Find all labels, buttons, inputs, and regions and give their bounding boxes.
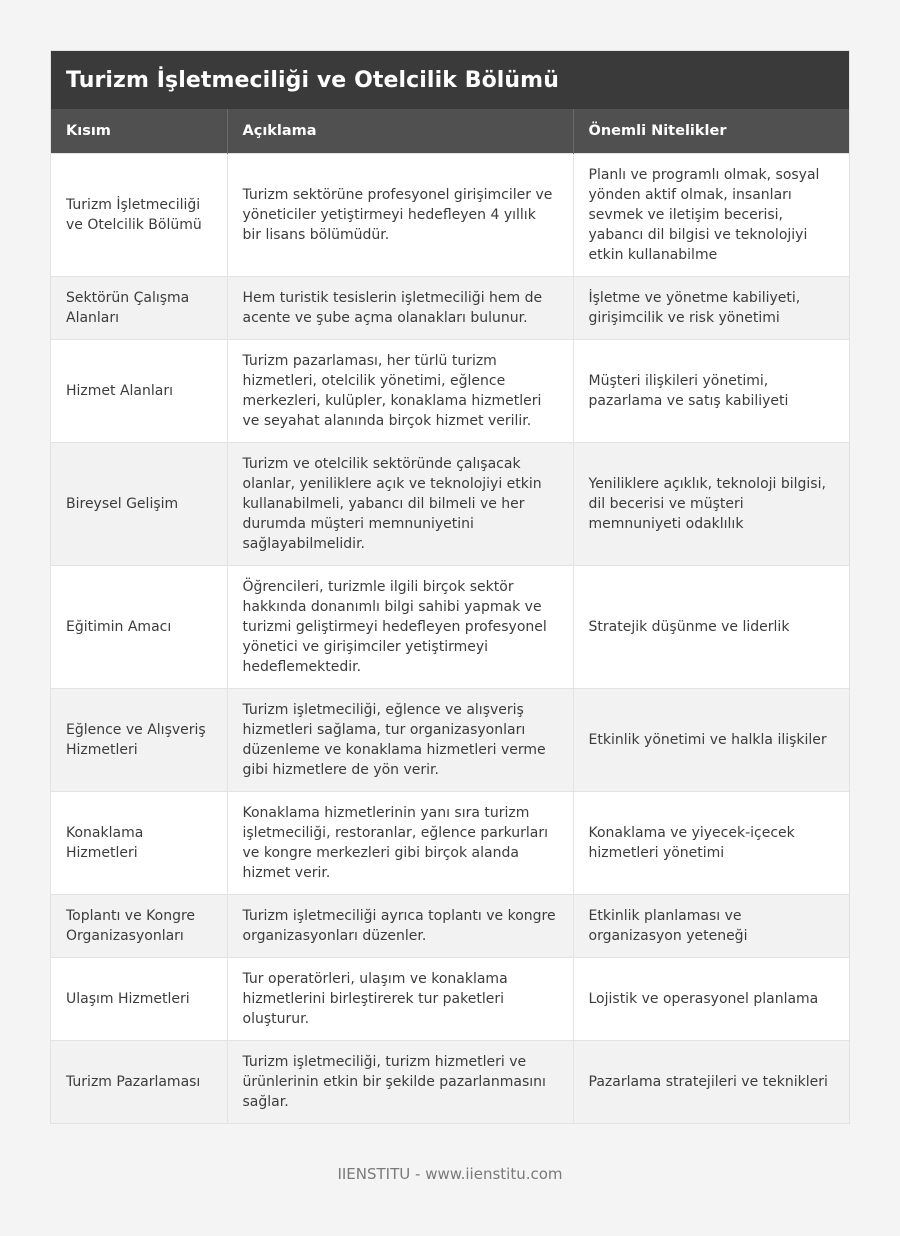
content-card [51,51,849,1123]
table-row [51,153,849,276]
cell-section: Hizmet Alanları [51,339,227,442]
cell-qualities: Yeniliklere açıklık, teknoloji bilgisi, dil becerisi ve müşteri memnuniyeti odaklılık [573,442,849,565]
cell-qualities: İşletme ve yönetme kabiliyeti, girişimcilik ve risk yönetimi [573,276,849,339]
table-header-row [51,109,849,153]
table-row [51,565,849,688]
cell-description: Turizm sektörüne profesyonel girişimciler ve yöneticiler yetiştirmeyi hedefleyen 4 yıllık bir lisans bölümüdür. [227,153,573,276]
cell-section: Turizm İşletmeciliği ve Otelcilik Bölümü [51,153,227,276]
page-title: Turizm İşletmeciliği ve Otelcilik Bölümü [66,67,559,93]
cell-description: Konaklama hizmetlerinin yanı sıra turizm işletmeciliği, restoranlar, eğlence parkurları ve kongre merkezleri gibi birçok alanda hizmet verir. [227,791,573,894]
cell-qualities: Konaklama ve yiyecek-içecek hizmetleri yönetimi [573,791,849,894]
table-row [51,791,849,894]
table-row [51,442,849,565]
cell-qualities: Lojistik ve operasyonel planlama [573,957,849,1040]
column-header-section: Kısım [51,109,227,153]
table-row [51,894,849,957]
cell-qualities: Müşteri ilişkileri yönetimi, pazarlama ve satış kabiliyeti [573,339,849,442]
cell-section: Turizm Pazarlaması [51,1040,227,1123]
table-row [51,957,849,1040]
cell-section: Toplantı ve Kongre Organizasyonları [51,894,227,957]
cell-qualities: Stratejik düşünme ve liderlik [573,565,849,688]
cell-qualities: Etkinlik yönetimi ve halkla ilişkiler [573,688,849,791]
table-body [51,153,849,1123]
cell-description: Turizm pazarlaması, her türlü turizm hizmetleri, otelcilik yönetimi, eğlence merkezleri, kulüpler, konaklama hizmetleri ve seyahat alanında birçok hizmet verilir. [227,339,573,442]
cell-qualities: Pazarlama stratejileri ve teknikleri [573,1040,849,1123]
cell-section: Eğitimin Amacı [51,565,227,688]
cell-description: Turizm ve otelcilik sektöründe çalışacak olanlar, yeniliklere açık ve teknolojiyi etkin kullanabilmeli, yabancı dil bilmeli ve her durumda müşteri memnuniyetini sağlayabilmelidir. [227,442,573,565]
cell-description: Tur operatörleri, ulaşım ve konaklama hizmetlerini birleştirerek tur paketleri oluşturur. [227,957,573,1040]
cell-section: Sektörün Çalışma Alanları [51,276,227,339]
table-row [51,276,849,339]
table-row [51,688,849,791]
cell-section: Eğlence ve Alışveriş Hizmetleri [51,688,227,791]
info-table [51,109,849,1123]
cell-description: Hem turistik tesislerin işletmeciliği hem de acente ve şube açma olanakları bulunur. [227,276,573,339]
cell-description: Turizm işletmeciliği, turizm hizmetleri ve ürünlerinin etkin bir şekilde pazarlanmasını sağlar. [227,1040,573,1123]
column-header-description: Açıklama [227,109,573,153]
cell-description: Turizm işletmeciliği, eğlence ve alışveriş hizmetleri sağlama, tur organizasyonları düzenleme ve konaklama hizmetleri verme gibi hizmetlere de yön verir. [227,688,573,791]
cell-description: Turizm işletmeciliği ayrıca toplantı ve kongre organizasyonları düzenler. [227,894,573,957]
column-header-qualities: Önemli Nitelikler [573,109,849,153]
cell-section: Konaklama Hizmetleri [51,791,227,894]
footer-credit: IIENSTITU - www.iienstitu.com [337,1165,563,1183]
cell-qualities: Planlı ve programlı olmak, sosyal yönden aktif olmak, insanları sevmek ve iletişim becerisi, yabancı dil bilgisi ve teknolojiyi etkin kullanabilme [573,153,849,276]
cell-description: Öğrencileri, turizmle ilgili birçok sektör hakkında donanımlı bilgi sahibi yapmak ve turizmi geliştirmeyi hedefleyen profesyonel yönetici ve girişimciler yetiştirmeyi hedeflemektedir. [227,565,573,688]
cell-section: Bireysel Gelişim [51,442,227,565]
table-row [51,1040,849,1123]
title-bar [51,51,849,109]
cell-section: Ulaşım Hizmetleri [51,957,227,1040]
table-row [51,339,849,442]
cell-qualities: Etkinlik planlaması ve organizasyon yeteneği [573,894,849,957]
